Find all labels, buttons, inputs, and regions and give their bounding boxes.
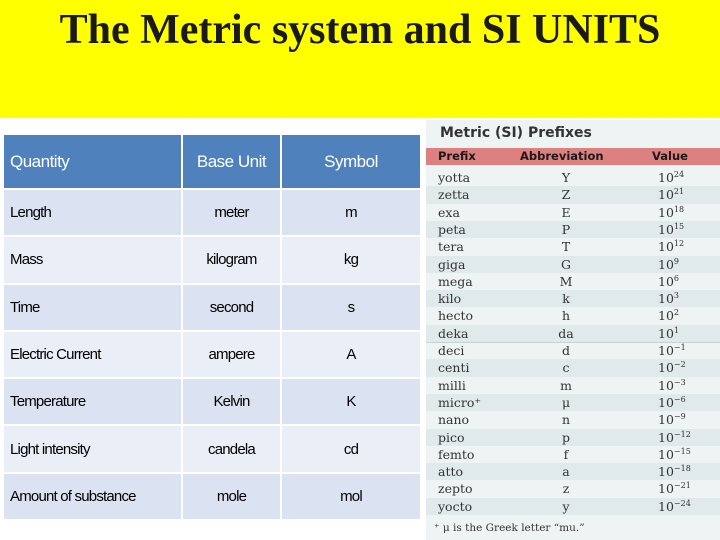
prefix-row — [426, 325, 720, 342]
table-row — [3, 378, 421, 425]
value-base: 10 — [658, 187, 674, 203]
value-exponent: −1 — [673, 343, 686, 352]
value-base: 10 — [658, 325, 674, 341]
prefix-footnote: ⁺ μ is the Greek letter “mu.” — [434, 522, 585, 534]
value-base: 10 — [658, 239, 674, 255]
value-exponent: 15 — [673, 221, 685, 231]
prefix-value — [658, 343, 686, 358]
prefix-row — [426, 359, 720, 376]
prefix-value — [658, 326, 679, 341]
quantity-cell: Temperature — [3, 378, 182, 425]
quantity-cell: Length — [3, 189, 182, 236]
value-base: 10 — [658, 291, 674, 307]
table-row — [3, 189, 421, 236]
value-base: 10 — [658, 360, 674, 376]
prefix-row — [426, 498, 720, 515]
value-base: 10 — [658, 481, 674, 497]
quantity-cell: Amount of substance — [3, 473, 182, 520]
prefix-abbreviation: da — [558, 325, 574, 341]
prefix-chart — [426, 120, 720, 540]
value-exponent: −3 — [673, 377, 686, 387]
prefix-value — [658, 378, 686, 393]
table-row — [3, 473, 421, 520]
header-symbol: Symbol — [281, 134, 421, 189]
prefix-name: atto — [438, 464, 464, 480]
prefix-row — [426, 204, 720, 221]
symbol-cell: A — [281, 331, 421, 378]
si-units-table — [2, 133, 422, 521]
prefix-name: tera — [438, 239, 464, 255]
prefix-abbreviation: n — [561, 412, 571, 428]
prefix-abbreviation: y — [562, 498, 570, 514]
prefix-row — [426, 394, 720, 411]
table-row — [3, 236, 421, 283]
value-exponent: −15 — [673, 446, 691, 456]
header-quantity: Quantity — [3, 134, 182, 189]
prefix-name: peta — [438, 221, 466, 237]
prefix-value — [658, 395, 686, 410]
value-base: 10 — [658, 446, 674, 462]
base-unit-cell: ampere — [182, 331, 281, 378]
prefix-name: deci — [438, 343, 465, 358]
prefix-abbreviation: P — [561, 221, 571, 237]
prefix-abbreviation: a — [562, 464, 570, 480]
prefix-value — [658, 464, 691, 479]
value-exponent: 1 — [673, 325, 679, 335]
prefix-abbreviation: m — [560, 377, 572, 393]
prefix-row — [426, 273, 720, 290]
value-exponent: −2 — [673, 360, 686, 370]
symbol-cell: K — [281, 378, 421, 425]
prefix-name: deka — [438, 325, 469, 341]
prefix-value — [658, 481, 691, 496]
prefix-name: pico — [438, 429, 465, 445]
prefix-abbreviation: p — [561, 429, 570, 445]
value-exponent: −9 — [673, 412, 686, 422]
prefix-chart-title: Metric (SI) Prefixes — [440, 125, 592, 141]
value-base: 10 — [658, 498, 674, 514]
symbol-cell: s — [281, 284, 421, 331]
prefix-name: micro⁺ — [438, 394, 481, 410]
prefix-name: femto — [438, 446, 475, 462]
prefix-value — [658, 360, 686, 375]
prefix-value — [658, 412, 686, 427]
header-value: Value — [652, 149, 688, 163]
prefix-row — [426, 290, 720, 307]
value-exponent: 6 — [673, 273, 679, 283]
prefix-row — [426, 186, 720, 203]
prefix-name: zetta — [438, 187, 470, 203]
value-base: 10 — [658, 377, 674, 393]
symbol-cell: kg — [281, 236, 421, 283]
value-base: 10 — [658, 256, 674, 272]
prefix-row — [426, 342, 720, 359]
prefix-abbreviation: h — [561, 308, 571, 324]
value-base: 10 — [658, 464, 674, 480]
prefix-value — [658, 499, 691, 514]
symbol-cell: m — [281, 189, 421, 236]
value-base: 10 — [658, 412, 674, 428]
prefix-value — [658, 187, 684, 202]
prefix-abbreviation: c — [562, 360, 570, 376]
value-exponent: −6 — [673, 394, 686, 404]
base-unit-cell: candela — [182, 425, 281, 472]
value-exponent: 3 — [673, 291, 679, 301]
value-base: 10 — [658, 273, 674, 289]
prefix-header-row — [426, 148, 720, 165]
prefix-value — [658, 239, 684, 254]
symbol-cell: mol — [281, 473, 421, 520]
quantity-cell: Mass — [3, 236, 182, 283]
base-unit-cell: second — [182, 284, 281, 331]
prefix-name: zepto — [438, 481, 473, 497]
prefix-name: kilo — [438, 291, 462, 307]
page-title: The Metric system and SI UNITS — [59, 7, 661, 53]
symbol-cell: cd — [281, 425, 421, 472]
prefix-value — [658, 308, 679, 323]
prefix-name: hecto — [438, 308, 473, 324]
prefix-value — [658, 430, 691, 445]
value-exponent: 9 — [673, 256, 679, 266]
prefix-row — [426, 169, 720, 186]
prefix-abbreviation: M — [559, 273, 573, 289]
prefix-row — [426, 238, 720, 255]
prefix-value — [658, 257, 679, 272]
value-exponent: 18 — [673, 204, 685, 214]
prefix-name: giga — [438, 256, 466, 272]
value-base: 10 — [658, 170, 674, 185]
quantity-cell: Electric Current — [3, 331, 182, 378]
header-base-unit: Base Unit — [182, 134, 281, 189]
value-base: 10 — [658, 429, 674, 445]
table-row — [3, 331, 421, 378]
quantity-cell: Time — [3, 284, 182, 331]
prefix-row — [426, 446, 720, 463]
table-header-row — [3, 134, 421, 189]
prefix-row — [426, 463, 720, 480]
prefix-abbreviation: Z — [561, 187, 571, 203]
value-exponent: 21 — [673, 187, 685, 197]
prefix-name: yotta — [438, 170, 471, 185]
value-base: 10 — [658, 204, 674, 220]
value-exponent: 2 — [673, 308, 679, 318]
base-unit-cell: kilogram — [182, 236, 281, 283]
prefix-row — [426, 221, 720, 238]
quantity-cell: Light intensity — [3, 425, 182, 472]
prefix-value — [658, 205, 684, 220]
value-base: 10 — [658, 221, 674, 237]
prefix-abbreviation: d — [561, 343, 570, 358]
value-exponent: −21 — [673, 481, 691, 491]
value-exponent: −12 — [673, 429, 691, 439]
value-base: 10 — [658, 308, 674, 324]
prefix-abbreviation: k — [562, 291, 570, 307]
value-exponent: 12 — [673, 239, 685, 249]
prefix-abbreviation: T — [561, 239, 571, 255]
header-prefix: Prefix — [438, 149, 476, 163]
prefix-abbreviation: z — [562, 481, 570, 497]
prefix-value — [658, 170, 684, 185]
value-exponent: −24 — [673, 498, 691, 508]
value-exponent: 24 — [673, 170, 685, 179]
prefix-abbreviation: E — [561, 204, 571, 220]
prefix-row — [426, 480, 720, 497]
value-base: 10 — [658, 394, 674, 410]
prefix-name: mega — [438, 273, 473, 289]
prefix-value — [658, 222, 684, 237]
base-unit-cell: mole — [182, 473, 281, 520]
base-unit-cell: Kelvin — [182, 378, 281, 425]
prefix-name: milli — [438, 377, 466, 393]
table-row — [3, 284, 421, 331]
prefix-row — [426, 256, 720, 273]
table-row — [3, 425, 421, 472]
prefix-name: nano — [438, 412, 470, 428]
prefix-row — [426, 411, 720, 428]
header-abbreviation: Abbreviation — [520, 149, 604, 163]
prefix-abbreviation: Y — [561, 170, 571, 185]
prefix-value — [658, 291, 679, 306]
prefix-abbreviation: f — [563, 446, 569, 462]
prefix-name: yocto — [438, 498, 473, 514]
prefix-value — [658, 447, 691, 462]
prefix-name: exa — [438, 204, 460, 220]
prefix-abbreviation: G — [561, 256, 571, 272]
prefix-row — [426, 377, 720, 394]
value-base: 10 — [658, 343, 674, 358]
prefix-row — [426, 429, 720, 446]
prefix-row — [426, 307, 720, 324]
prefix-name: centi — [438, 360, 470, 376]
prefix-abbreviation: μ — [561, 394, 571, 410]
base-unit-cell: meter — [182, 189, 281, 236]
prefix-value — [658, 274, 679, 289]
value-exponent: −18 — [673, 464, 691, 474]
